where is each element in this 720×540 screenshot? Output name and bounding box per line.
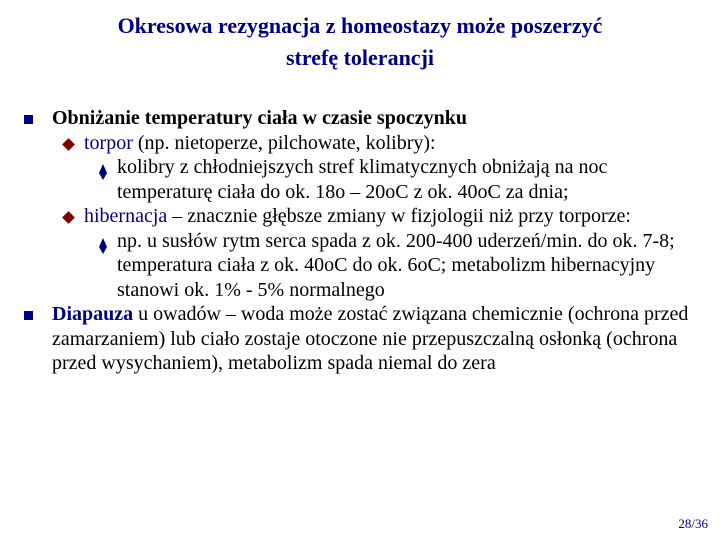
slide-title xyxy=(0,10,720,74)
diamond-bullet-icon xyxy=(64,131,73,156)
square-bullet-icon xyxy=(24,302,33,327)
term-hibernacja: hibernacja xyxy=(84,205,168,227)
bullet-item-1b xyxy=(20,204,700,229)
bullet-item-1a1-text: kolibry z chłodniejszych stref klimatycznych obniżają na noc temperaturę ciała do ok. 18o – 20oC z ok. 40oC za dnia; xyxy=(117,156,608,203)
bullet-item-1-text: Obniżanie temperatury ciała w czasie spoczynku xyxy=(52,107,467,129)
square-bullet-icon xyxy=(24,106,33,131)
bullet-item-1b1 xyxy=(20,229,700,303)
slide-title-line-2: strefę tolerancji xyxy=(285,45,435,70)
bullet-item-1b-text: – znacznie głębsze zmiany w fizjologii niż przy torporze: xyxy=(167,205,631,227)
triangle-bullet-icon xyxy=(99,229,107,254)
triangle-bullet-icon xyxy=(99,155,107,180)
bullet-item-2 xyxy=(20,302,700,376)
bullet-item-1b1-text: np. u susłów rytm serca spada z ok. 200-400 uderzeń/min. do ok. 7-8; temperatura ciała z ok. 40oC do ok. 6oC; metabolizm hibernacyjny stanowi ok. 1% - 5% normalnego xyxy=(117,229,675,301)
bullet-item-1a1 xyxy=(20,155,700,204)
bullet-item-2-text: u owadów – woda może zostać związana chemicznie (ochrona przed zamarzaniem) lub ciało zostaje otoczone nie przepuszczalną osłonką (ochrona przed wysychaniem), metabolizm spada niemal do zera xyxy=(52,303,689,374)
term-diapauza: Diapauza xyxy=(52,303,134,325)
bullet-item-1a-text: (np. nietoperze, pilchowate, kolibry): xyxy=(132,131,436,154)
diamond-bullet-icon xyxy=(64,204,73,229)
term-torpor: torpor xyxy=(84,131,133,154)
page-number: 28/36 xyxy=(678,516,708,531)
slide-content xyxy=(20,106,700,376)
bullet-item-1 xyxy=(20,106,700,131)
slide-title-line-1: Okresowa rezygnacja z homeostazy może poszerzyć xyxy=(117,13,603,38)
bullet-item-1a xyxy=(20,131,700,156)
